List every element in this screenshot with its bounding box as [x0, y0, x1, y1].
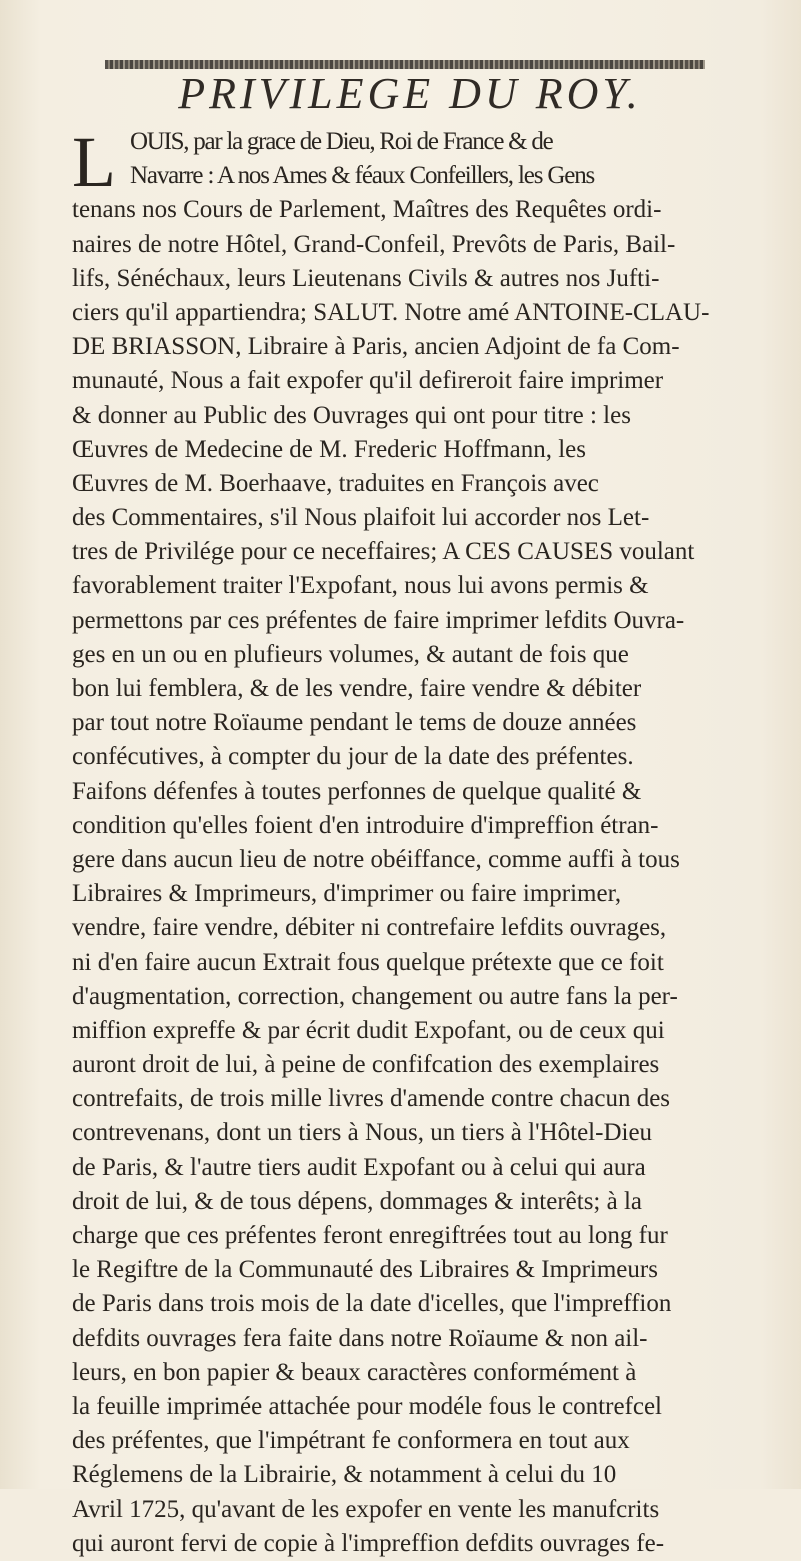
text-line: de Paris dans trois mois de la date d'icelles, que l'impreffion — [72, 1290, 672, 1318]
text-line: Réglemens de la Librairie, & notamment à celui du 10 — [72, 1461, 617, 1489]
text-line: bon lui femblera, & de les vendre, faire vendre & débiter — [72, 675, 642, 702]
text-line: Avril 1725, qu'avant de les expofer en vente les manufcrits — [72, 1495, 660, 1523]
text-line: ciers qu'il appartiendra; SALUT. Notre amé ANTOINE-CLAU- — [72, 298, 710, 326]
text-line: favorablement traiter l'Expofant, nous lui avons permis & — [72, 572, 649, 600]
text-line: la feuille imprimée attachée pour modéle fous le contrefcel — [72, 1392, 663, 1420]
text-line: lifs, Sénéchaux, leurs Lieutenans Civils & autres nos Jufti- — [72, 264, 660, 292]
text-line: munauté, Nous a fait expofer qu'il defireroit faire imprimer — [72, 367, 664, 395]
text-line: naires de notre Hôtel, Grand-Confeil, Prevôts de Paris, Bail- — [72, 230, 676, 258]
page-title: PRIVILEGE DU ROY. — [178, 69, 642, 118]
text-line: des préfentes, que l'impétrant fe conformera en tout aux — [72, 1427, 630, 1455]
drop-cap-letter: L — [72, 122, 116, 202]
text-line: vendre, faire vendre, débiter ni contrefaire lefdits ouvrages, — [72, 914, 667, 942]
text-line: miffion expreffe & par écrit dudit Expofant, ou de ceux qui — [72, 1016, 665, 1044]
text-line: permettons par ces préfentes de faire imprimer lefdits Ouvra- — [72, 606, 685, 634]
text-line: leurs, en bon papier & beaux caractères conformément à — [72, 1358, 637, 1386]
text-line: gere dans aucun lieu de notre obéiffance, comme auffi à tous — [72, 845, 680, 873]
text-line: ni d'en faire aucun Extrait fous quelque prétexte que ce foit — [72, 948, 664, 976]
text-line: Libraires & Imprimeurs, d'imprimer ou faire imprimer, — [72, 880, 622, 908]
text-line: des Commentaires, s'il Nous plaifoit lui accorder nos Let- — [72, 504, 650, 532]
text-line: condition qu'elles foient d'en introduire d'impreffion étran- — [72, 811, 659, 839]
text-line: qui auront fervi de copie à l'impreffion defdits ouvrages fe- — [72, 1529, 665, 1557]
text-line: d'augmentation, correction, changement ou autre fans la per- — [72, 982, 678, 1010]
text-line: contrevenans, dont un tiers à Nous, un tiers à l'Hôtel-Dieu — [72, 1119, 653, 1147]
text-line: de Paris, & l'autre tiers audit Expofant ou à celui qui aura — [72, 1153, 646, 1181]
text-line: contrefaits, de trois mille livres d'amende contre chacun des — [72, 1085, 671, 1113]
text-line: DE BRIASSON, Libraire à Paris, ancien Adjoint de fa Com- — [72, 333, 680, 361]
privilege-text — [72, 122, 772, 1561]
text-line: tenans nos Cours de Parlement, Maîtres des Requêtes ordi- — [72, 196, 662, 224]
text-line: Navarre : A nos Ames & féaux Confeillers, les Gens — [130, 162, 595, 190]
text-line: & donner au Public des Ouvrages qui ont pour titre : les — [72, 401, 631, 429]
text-line: ges en un ou en plufieurs volumes, & autant de fois que — [72, 640, 629, 668]
text-line: tres de Privilége pour ce neceffaires; A CES CAUSES voulant — [72, 538, 695, 566]
text-line: charge que ces préfentes feront enregiftrées tout au long fur — [72, 1222, 668, 1249]
text-line: auront droit de lui, à peine de confifcation des exemplaires — [72, 1051, 660, 1079]
text-line: Œuvres de Medecine de M. Frederic Hoffmann, les — [72, 435, 586, 463]
text-line: Œuvres de M. Boerhaave, traduites en François avec — [72, 469, 599, 497]
text-line: le Regiftre de la Communauté des Libraires & Imprimeurs — [72, 1256, 658, 1284]
text-line: Faifons défenfes à toutes perfonnes de quelque qualité & — [72, 777, 642, 805]
text-line: par tout notre Roïaume pendant le tems de douze années — [72, 709, 637, 737]
text-line: defdits ouvrages fera faite dans notre Roïaume & non ail- — [72, 1324, 648, 1352]
text-line: OUIS, par la grace de Dieu, Roi de France & de — [130, 128, 553, 155]
text-line: confécutives, à compter du jour de la date des préfentes. — [72, 743, 634, 771]
text-line: droit de lui, & de tous dépens, dommages & interêts; à la — [72, 1187, 643, 1215]
